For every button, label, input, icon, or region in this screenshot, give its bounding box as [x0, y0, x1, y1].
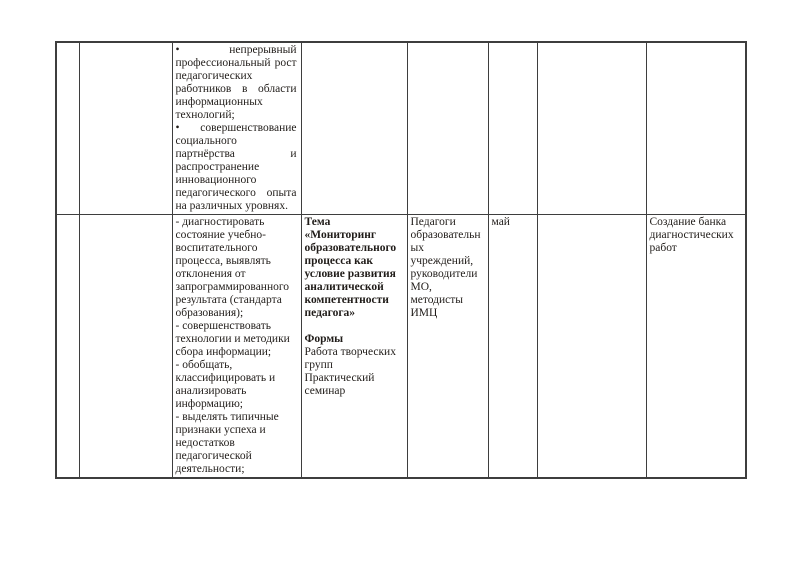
- table-row-tasks: [56, 215, 746, 479]
- task-item: - диагностировать состояние учебно-воспитательного процесса, выявлять отклонения от запрограммированного результата (стандарта образования);: [175, 216, 290, 319]
- cell-r1-goals: [172, 42, 301, 215]
- bullet-icon: •: [175, 122, 180, 134]
- participants-text: Педагоги образовательных учреждений, руководители МО, методисты ИМЦ: [410, 216, 481, 319]
- goal-text: совершенствование социального партнёрства и распространение инновационного педагогического опыта на различных уровнях.: [175, 122, 297, 212]
- cell-r2-extra: [537, 215, 646, 479]
- forms-label: Формы: [304, 333, 344, 345]
- bullet-icon: •: [175, 44, 180, 56]
- cell-r1-participants: [407, 42, 488, 215]
- theme-label: Тема: [304, 216, 331, 228]
- task-item: - обобщать, классифицировать и анализировать информацию;: [175, 359, 276, 410]
- cell-r2-timing: [488, 215, 537, 479]
- timing-text: май: [491, 216, 510, 228]
- cell-r2-participants: [407, 215, 488, 479]
- cell-r2-direction: [79, 215, 172, 479]
- cell-r2-number: [56, 215, 79, 479]
- table-row-goals: [56, 42, 746, 215]
- cell-r1-direction: [79, 42, 172, 215]
- form-item: Работа творческих групп: [304, 346, 396, 371]
- goal-bullet-item: [176, 44, 297, 122]
- task-item: - совершенствовать технологии и методики сбора информации;: [175, 320, 290, 358]
- form-item: Практический семинар: [304, 372, 375, 397]
- goal-bullet-item: [176, 122, 297, 213]
- result-text: Создание банка диагностических работ: [649, 216, 734, 254]
- cell-r2-theme-forms: [301, 215, 407, 479]
- cell-r1-extra: [537, 42, 646, 215]
- cell-r1-theme: [301, 42, 407, 215]
- task-item: - выделять типичные признаки успеха и недостатков педагогической деятельности;: [175, 411, 279, 475]
- work-plan-table: [55, 41, 747, 479]
- theme-text: «Мониторинг образовательного процесса как условие развития аналитической компетентности педагога»: [304, 229, 397, 319]
- goal-text: непрерывный профессиональный рост педагогических работников в области информационных технологий;: [175, 44, 297, 121]
- cell-r1-timing: [488, 42, 537, 215]
- cell-r2-result: [646, 215, 746, 479]
- cell-r2-tasks: [172, 215, 301, 479]
- cell-r1-result: [646, 42, 746, 215]
- cell-r1-number: [56, 42, 79, 215]
